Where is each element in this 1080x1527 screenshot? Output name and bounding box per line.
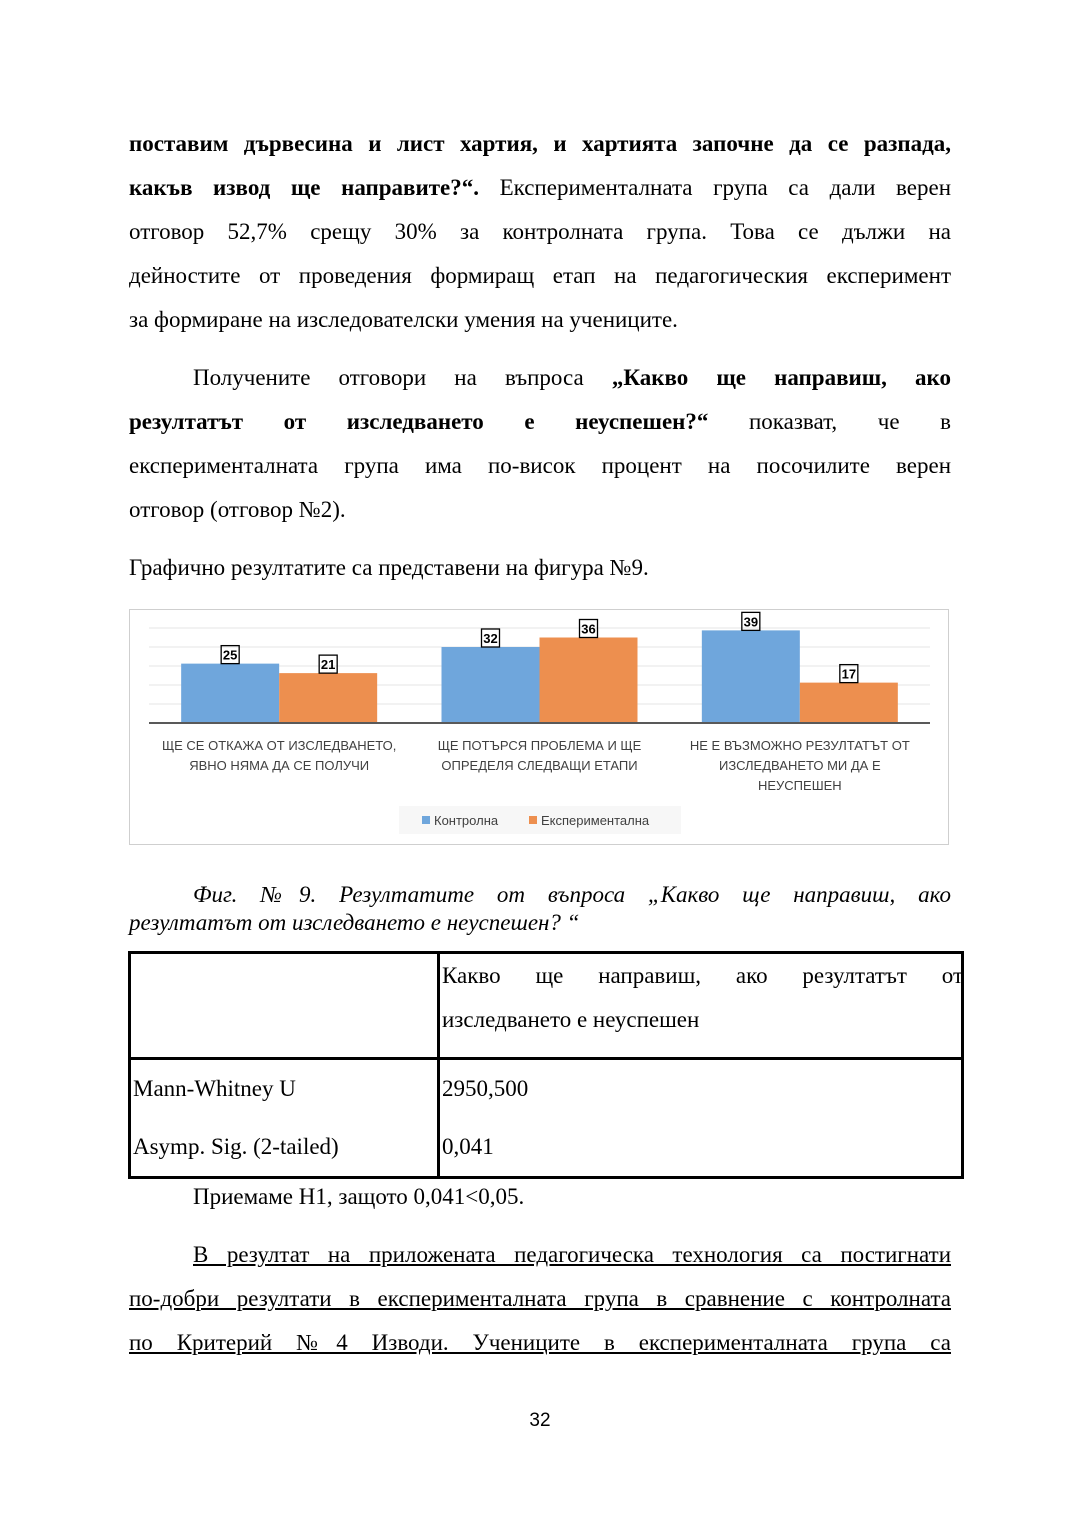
category-label: ОПРЕДЕЛЯ СЛЕДВАЩИ ЕТАПИ [441, 758, 638, 773]
category-label: ЩЕ ПОТЪРСЯ ПРОБЛЕМА И ЩЕ [437, 738, 642, 753]
bar-chart [129, 609, 949, 845]
data-label: 21 [320, 657, 336, 673]
category-label: НЕ Е ВЪЗМОЖНО РЕЗУЛТАТЪТ ОТ [689, 738, 910, 753]
header-line: изследването е неуспешен [442, 1007, 700, 1032]
text-line: Приемаме Н1, защото 0,041<0,05. [193, 1184, 525, 1209]
table-value-cell [439, 1059, 963, 1178]
legend-label: Контролна [434, 813, 499, 828]
paragraph-3 [129, 546, 951, 590]
data-label: 36 [581, 621, 596, 637]
category-label: ЯВНО НЯМА ДА СЕ ПОЛУЧИ [189, 758, 370, 773]
bold-question: резултатът от изследването е неуспешен?“ [129, 409, 709, 434]
data-label: 39 [743, 614, 759, 630]
data-label: 25 [222, 647, 238, 663]
text-line: по Критерий №4 Изводи. Учениците в експерименталната група са [129, 1330, 951, 1355]
bar [540, 638, 638, 724]
paragraph-2 [129, 356, 951, 532]
row-label: Asymp. Sig. (2-tailed) [133, 1134, 339, 1159]
data-label: 17 [841, 666, 857, 682]
text-line: по-добри резултати в експерименталната група в сравнение с контролната [129, 1286, 951, 1311]
row-value: 0,041 [442, 1134, 494, 1159]
bar [702, 630, 800, 723]
bar [442, 647, 540, 723]
bar [181, 664, 279, 723]
bar [279, 673, 377, 723]
category-label: ИЗСЛЕДВАНЕТО МИ ДА Е [719, 758, 881, 773]
text-span: Получените отговори на въпроса [193, 365, 612, 390]
legend-swatch [529, 816, 537, 824]
stats-table [128, 951, 964, 1179]
legend-swatch [422, 816, 430, 824]
table-empty-cell [130, 953, 439, 1059]
bold-text: какъв извод ще направите?“. [129, 175, 479, 200]
text-line: отговор (отговор №2). [129, 497, 346, 522]
category-label: ЩЕ СЕ ОТКАЖА ОТ ИЗСЛЕДВАНЕТО, [161, 738, 397, 753]
bold-question: „Какво ще направиш, ако [611, 365, 951, 390]
text-line: дейностите от проведения формиращ етап на педагогическия експеримент [129, 263, 951, 288]
header-line: Какво ще направиш, ако резултатът от [442, 963, 963, 988]
row-label: Mann-Whitney U [133, 1076, 296, 1101]
table-header-cell [439, 953, 963, 1059]
table-label-cell [130, 1059, 439, 1178]
figure-caption [129, 881, 951, 937]
text-span: Експерименталната група са дали верен [479, 175, 952, 200]
text-span: показват, че в [708, 409, 951, 434]
text-line: за формиране на изследователски умения на учениците. [129, 307, 678, 332]
text-line: В резултат на приложената педагогическа технология са постигнати [193, 1242, 951, 1267]
paragraph-4 [129, 1233, 951, 1365]
bar [800, 683, 898, 723]
conclusion [129, 1175, 951, 1219]
data-label: 32 [483, 631, 498, 646]
text-line: отговор 52,7% срещу 30% за контролната група. Това се дължи на [129, 219, 951, 244]
chart-svg [130, 610, 948, 844]
legend-label: Експериментална [541, 813, 650, 828]
page-number: 32 [529, 1410, 551, 1431]
bold-text: поставим дървесина и лист хартия, и хартията започне да се разпада, [129, 131, 951, 156]
row-value: 2950,500 [442, 1076, 529, 1101]
category-label: НЕУСПЕШЕН [757, 778, 842, 793]
caption-line: резултатът от изследването е неуспешен? “ [129, 910, 580, 935]
text-line: Графично резултатите са представени на фигура №9. [129, 555, 649, 580]
text-line: експерименталната група има по-висок процент на посочилите верен [129, 453, 951, 478]
paragraph-1 [129, 122, 951, 342]
caption-line: Фиг. №9. Резултатите от въпроса „Какво ще направиш, ако [193, 882, 951, 907]
